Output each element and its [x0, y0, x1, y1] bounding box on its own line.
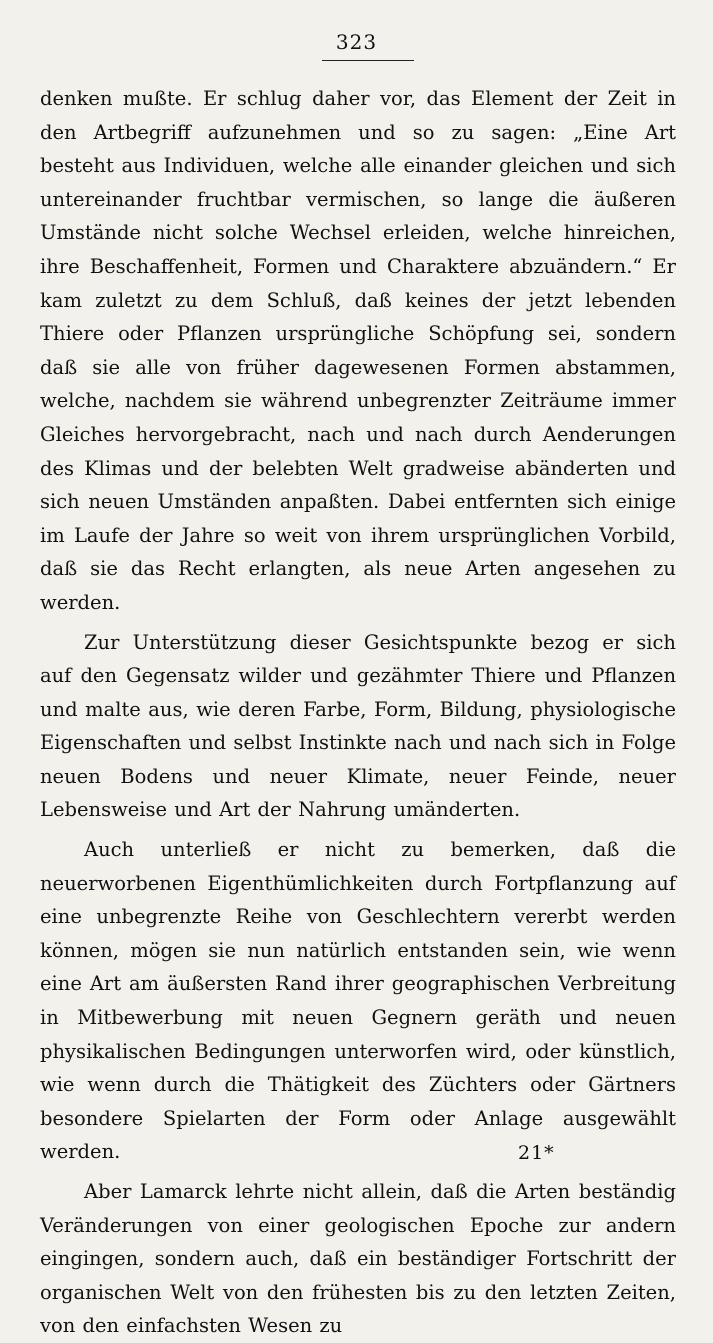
- paragraph-3: Auch unterließ er nicht zu bemerken, daß die neuerworbenen Eigenthümlichkeiten durch Fortpflanzung auf eine unbegrenzte Reihe von Geschlechtern vererbt werden können, mögen sie nun natürlich entstanden sein, wie wenn eine Art am äußersten Rand ihrer geographischen Verbreitung in Mitbewerbung mit neuen Gegnern geräth und neuen physikalischen Bedingungen unterworfen wird, oder künstlich, wie wenn durch die Thätigkeit des Züchters oder Gärtners besondere Spielarten der Form oder Anlage ausgewählt werden.: [40, 838, 676, 1164]
- paragraph-1: denken mußte. Er schlug daher vor, das Element der Zeit in den Artbegriff aufzunehmen und so zu sagen: „Eine Art besteht aus Individuen, welche alle einander gleichen und sich untereinander fruchtbar vermischen, so lange die äußeren Umstände nicht solche Wechsel erleiden, welche hinreichen, ihre Beschaffenheit, Formen und Charaktere abzuändern.“ Er kam zuletzt zu dem Schluß, daß keines der jetzt lebenden Thiere oder Pflanzen ursprüngliche Schöpfung sei, sondern daß sie alle von früher dagewesenen Formen abstammen, welche, nachdem sie während unbegrenzter Zeiträume immer Gleiches hervorgebracht, nach und nach durch Aenderungen des Klimas und der belebten Welt gradweise abänderten und sich neuen Umständen anpaßten. Dabei entfernten sich einige im Laufe der Jahre so weit von ihrem ursprünglichen Vorbild, daß sie das Recht erlangten, als neue Arten angesehen zu werden.: [40, 87, 676, 614]
- page-number: 323: [335, 30, 378, 54]
- paragraph-4: Aber Lamarck lehrte nicht allein, daß die Arten beständig Veränderungen von einer geologischen Epoche zur andern eingingen, sondern auch, daß ein beständiger Fortschritt der organischen Welt von den frühesten bis zu den letzten Zeiten, von den einfachsten Wesen zu: [40, 1180, 676, 1338]
- header-rule: [322, 60, 414, 61]
- body-text: [40, 82, 676, 1343]
- paragraph-2: Zur Unterstützung dieser Gesichtspunkte bezog er sich auf den Gegensatz wilder und gezähmter Thiere und Pflanzen und malte aus, wie deren Farbe, Form, Bildung, physiologische Eigenschaften und selbst Instinkte nach und nach sich in Folge neuen Bodens und neuer Klimate, neuer Feinde, neuer Lebensweise und Art der Nahrung umänderten.: [40, 630, 676, 822]
- signature-mark: 21*: [518, 1142, 555, 1164]
